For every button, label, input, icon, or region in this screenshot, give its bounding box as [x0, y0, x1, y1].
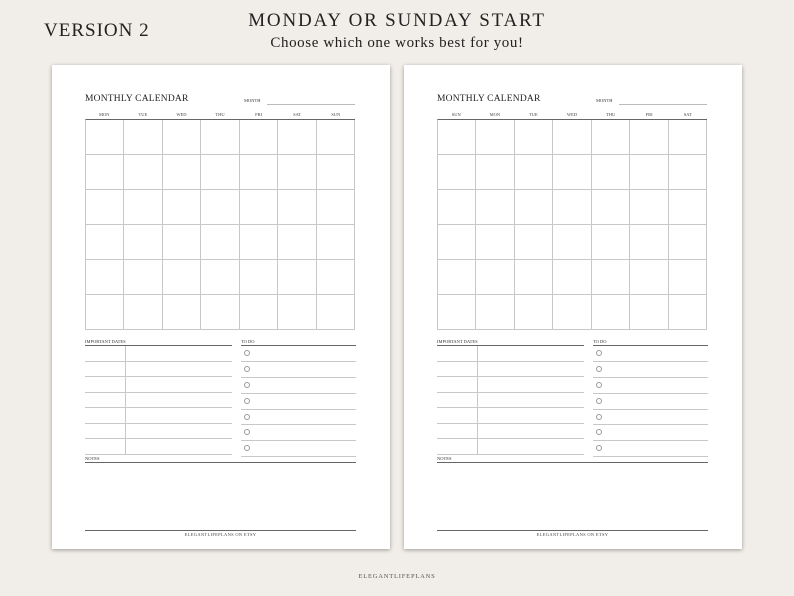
notes-divider — [437, 462, 708, 463]
checkbox-circle-icon — [596, 382, 602, 388]
calendar-cell — [669, 155, 707, 190]
todo-row — [593, 394, 708, 410]
todo-row — [241, 362, 356, 378]
date-column-divider — [477, 362, 478, 377]
calendar-cell — [86, 120, 124, 155]
calendar-cell — [553, 225, 591, 260]
todo-row — [241, 410, 356, 426]
todo-list — [241, 345, 356, 452]
important-date-row — [437, 346, 584, 362]
todo-row — [593, 425, 708, 441]
date-column-divider — [477, 346, 478, 361]
calendar-cell — [630, 225, 668, 260]
calendar-cell — [124, 120, 162, 155]
important-dates-table — [85, 345, 232, 452]
calendar-cell — [124, 190, 162, 225]
calendar-cell — [240, 260, 278, 295]
calendar-cell — [278, 295, 316, 330]
weekday-label: MON — [489, 112, 501, 117]
weekday-label: SUN — [331, 112, 341, 117]
calendar-cell — [240, 190, 278, 225]
calendar-cell — [240, 295, 278, 330]
calendar-cell — [630, 120, 668, 155]
weekday-label: SUN — [451, 112, 461, 117]
calendar-cell — [240, 120, 278, 155]
todo-row — [593, 410, 708, 426]
calendar-cell — [201, 120, 239, 155]
calendar-cell — [163, 260, 201, 295]
important-date-row — [85, 424, 232, 440]
weekday-label: SAT — [683, 112, 692, 117]
important-date-row — [437, 393, 584, 409]
calendar-cell — [592, 190, 630, 225]
calendar-cell — [669, 120, 707, 155]
todo-row — [593, 346, 708, 362]
page-footer: ELEGANTLIFEPLANS ON ETSY — [536, 532, 609, 537]
calendar-cell — [86, 225, 124, 260]
calendar-grid — [85, 119, 355, 330]
checkbox-circle-icon — [244, 366, 250, 372]
calendar-cell — [515, 120, 553, 155]
calendar-cell — [317, 225, 355, 260]
calendar-cell — [201, 155, 239, 190]
calendar-cell — [438, 295, 476, 330]
calendar-cell — [669, 190, 707, 225]
month-label: MONTH — [244, 98, 261, 103]
date-column-divider — [125, 362, 126, 377]
checkbox-circle-icon — [596, 429, 602, 435]
calendar-cell — [630, 295, 668, 330]
calendar-cell — [201, 225, 239, 260]
todo-row — [593, 378, 708, 394]
calendar-cell — [669, 225, 707, 260]
calendar-cell — [124, 260, 162, 295]
checkbox-circle-icon — [244, 414, 250, 420]
weekday-header — [437, 112, 707, 118]
calendar-cell — [124, 295, 162, 330]
important-date-row — [85, 362, 232, 378]
date-column-divider — [125, 439, 126, 454]
calendar-cell — [278, 120, 316, 155]
brand-footer: ELEGANTLIFEPLANS — [358, 573, 436, 580]
calendar-cell — [278, 225, 316, 260]
calendar-cell — [317, 155, 355, 190]
calendar-cell — [201, 295, 239, 330]
checkbox-circle-icon — [596, 414, 602, 420]
calendar-cell — [592, 260, 630, 295]
important-dates-label: IMPORTANT DATES — [85, 339, 126, 344]
calendar-cell — [317, 190, 355, 225]
month-line — [267, 104, 355, 105]
important-date-row — [437, 424, 584, 440]
important-date-row — [85, 377, 232, 393]
calendar-cell — [278, 190, 316, 225]
weekday-label: THU — [215, 112, 225, 117]
date-column-divider — [477, 393, 478, 408]
weekday-label: TUE — [138, 112, 148, 117]
calendar-cell — [476, 295, 514, 330]
weekday-label: THU — [605, 112, 616, 117]
calendar-cell — [163, 295, 201, 330]
important-date-row — [85, 439, 232, 455]
calendar-cell — [553, 260, 591, 295]
weekday-label: WED — [566, 112, 578, 117]
todo-row — [241, 346, 356, 362]
subheadline: Choose which one works best for you! — [270, 35, 524, 51]
notes-divider — [85, 462, 356, 463]
version-label: VERSION 2 — [44, 20, 150, 41]
calendar-cell — [553, 155, 591, 190]
weekday-label: WED — [176, 112, 187, 117]
todo-row — [241, 425, 356, 441]
weekday-label: TUE — [529, 112, 538, 117]
calendar-cell — [669, 295, 707, 330]
month-line — [619, 104, 707, 105]
calendar-cell — [201, 190, 239, 225]
calendar-cell — [278, 155, 316, 190]
calendar-cell — [317, 295, 355, 330]
calendar-cell — [630, 260, 668, 295]
todo-row — [593, 441, 708, 457]
checkbox-circle-icon — [596, 366, 602, 372]
calendar-cell — [163, 190, 201, 225]
notes-label: NOTES — [437, 456, 452, 461]
todo-row — [241, 441, 356, 457]
checkbox-circle-icon — [244, 350, 250, 356]
calendar-cell — [515, 225, 553, 260]
calendar-cell — [592, 225, 630, 260]
footer-divider — [85, 530, 356, 531]
planner-page-sunday-start — [404, 65, 742, 549]
calendar-cell — [553, 295, 591, 330]
important-date-row — [437, 362, 584, 378]
calendar-cell — [592, 120, 630, 155]
checkbox-circle-icon — [596, 350, 602, 356]
important-dates-label: IMPORTANT DATES — [437, 339, 478, 344]
calendar-cell — [476, 190, 514, 225]
important-date-row — [437, 439, 584, 455]
weekday-header — [85, 112, 355, 118]
calendar-cell — [317, 120, 355, 155]
calendar-cell — [630, 190, 668, 225]
checkbox-circle-icon — [244, 398, 250, 404]
calendar-cell — [515, 190, 553, 225]
calendar-cell — [163, 120, 201, 155]
calendar-cell — [438, 155, 476, 190]
calendar-cell — [515, 295, 553, 330]
page-title: MONTHLY CALENDAR — [85, 94, 189, 104]
calendar-cell — [669, 260, 707, 295]
date-column-divider — [125, 377, 126, 392]
calendar-cell — [86, 295, 124, 330]
calendar-cell — [476, 120, 514, 155]
month-label: MONTH — [596, 98, 613, 103]
calendar-cell — [553, 120, 591, 155]
calendar-cell — [278, 260, 316, 295]
calendar-cell — [163, 155, 201, 190]
calendar-cell — [124, 225, 162, 260]
todo-row — [241, 378, 356, 394]
calendar-cell — [240, 225, 278, 260]
calendar-cell — [476, 225, 514, 260]
calendar-cell — [86, 190, 124, 225]
footer-divider — [437, 530, 708, 531]
todo-row — [593, 362, 708, 378]
calendar-cell — [515, 260, 553, 295]
todo-label: TO DO — [241, 339, 255, 344]
important-date-row — [85, 393, 232, 409]
date-column-divider — [125, 408, 126, 423]
date-column-divider — [125, 346, 126, 361]
date-column-divider — [477, 408, 478, 423]
checkbox-circle-icon — [244, 429, 250, 435]
page-title: MONTHLY CALENDAR — [437, 94, 541, 104]
checkbox-circle-icon — [244, 445, 250, 451]
notes-label: NOTES — [85, 456, 100, 461]
date-column-divider — [125, 424, 126, 439]
important-date-row — [437, 377, 584, 393]
calendar-cell — [592, 295, 630, 330]
calendar-cell — [438, 260, 476, 295]
important-date-row — [85, 408, 232, 424]
checkbox-circle-icon — [596, 398, 602, 404]
calendar-cell — [592, 155, 630, 190]
calendar-cell — [476, 260, 514, 295]
date-column-divider — [125, 393, 126, 408]
calendar-cell — [124, 155, 162, 190]
checkbox-circle-icon — [596, 445, 602, 451]
calendar-cell — [438, 120, 476, 155]
calendar-cell — [515, 155, 553, 190]
calendar-grid — [437, 119, 707, 330]
weekday-label: FRI — [255, 112, 263, 117]
todo-row — [241, 394, 356, 410]
important-date-row — [85, 346, 232, 362]
headline: MONDAY OR SUNDAY START — [248, 10, 546, 31]
calendar-cell — [240, 155, 278, 190]
todo-label: TO DO — [593, 339, 607, 344]
calendar-cell — [476, 155, 514, 190]
planner-page-monday-start — [52, 65, 390, 549]
calendar-cell — [86, 155, 124, 190]
calendar-cell — [438, 190, 476, 225]
important-dates-table — [437, 345, 584, 452]
calendar-cell — [201, 260, 239, 295]
checkbox-circle-icon — [244, 382, 250, 388]
todo-list — [593, 345, 708, 452]
date-column-divider — [477, 424, 478, 439]
important-date-row — [437, 408, 584, 424]
calendar-cell — [630, 155, 668, 190]
page-footer: ELEGANTLIFEPLANS ON ETSY — [184, 532, 257, 537]
calendar-cell — [553, 190, 591, 225]
date-column-divider — [477, 439, 478, 454]
calendar-cell — [438, 225, 476, 260]
weekday-label: FRI — [645, 112, 653, 117]
calendar-cell — [317, 260, 355, 295]
calendar-cell — [86, 260, 124, 295]
weekday-label: MON — [99, 112, 110, 117]
date-column-divider — [477, 377, 478, 392]
calendar-cell — [163, 225, 201, 260]
weekday-label: SAT — [293, 112, 302, 117]
